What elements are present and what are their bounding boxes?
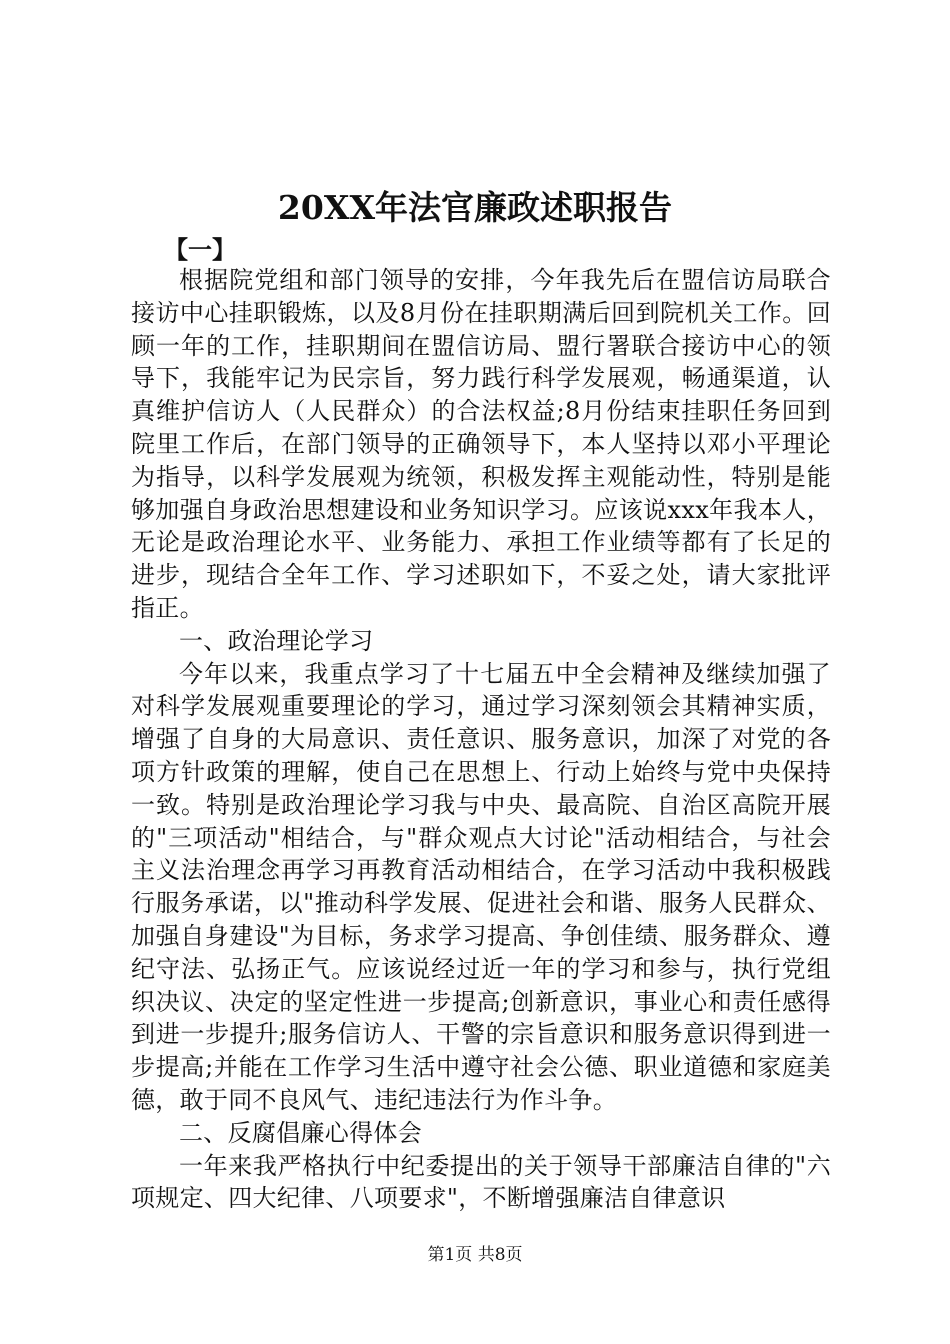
- intro-paragraph: 根据院党组和部门领导的安排，今年我先后在盟信访局联合接访中心挂职锻炼，以及8月份在挂职期满后回到院机关工作。回顾一年的工作，挂职期间在盟信访局、盟行署联合接访中心的领导下，我能牢记为民宗旨，努力践行科学发展观，畅通渠道，认真维护信访人（人民群众）的合法权益;8月份结束挂职任务回到院里工作后，在部门领导的正确领导下，本人坚持以邓小平理论为指导，以科学发展观为统领，积极发挥主观能动性，特别是能够加强自身政治思想建设和业务知识学习。应该说xxx年我本人，无论是政治理论水平、业务能力、承担工作业绩等都有了长足的进步，现结合全年工作、学习述职如下，不妥之处，请大家批评指正。: [131, 266, 831, 622]
- page-footer: 第1页 共8页: [427, 1245, 523, 1265]
- political-study-paragraph: 今年以来，我重点学习了十七届五中全会精神及继续加强了对科学发展观重要理论的学习，通过学习深刻领会其精神实质，增强了自身的大局意识、责任意识、服务意识，加深了对党的各项方针政策的理解，使自己在思想上、行动上始终与党中央保持一致。特别是政治理论学习我与中央、最高院、自治区高院开展的"三项活动"相结合，与"群众观点大讨论"活动相结合，与社会主义法治理念再学习再教育活动相结合，在学习活动中我积极践行服务承诺，以"推动科学发展、促进社会和谐、服务人民群众、加强自身建设"为目标，务求学习提高、争创佳绩、服务群众、遵纪守法、弘扬正气。应该说经过近一年的学习和参与，执行党组织决议、决定的坚定性进一步提高;创新意识，事业心和责任感得到进一步提升;服务信访人、干警的宗旨意识和服务意识得到进一步提高;并能在工作学习生活中遵守社会公德、职业道德和家庭美德，敢于同不良风气、违纪违法行为作斗争。: [131, 659, 831, 1114]
- document-body: [131, 264, 831, 1215]
- section-heading-anti-corruption: 二、反腐倡廉心得体会: [179, 1118, 422, 1147]
- document-title: 20XX年法官廉政述职报告: [277, 188, 673, 227]
- section-marker: 【一】: [164, 235, 236, 264]
- section-heading-political-study: 一、政治理论学习: [179, 626, 374, 655]
- anti-corruption-paragraph: 一年来我严格执行中纪委提出的关于领导干部廉洁自律的"六项规定、四大纪律、八项要求"，不断增强廉洁自律意识: [131, 1151, 831, 1213]
